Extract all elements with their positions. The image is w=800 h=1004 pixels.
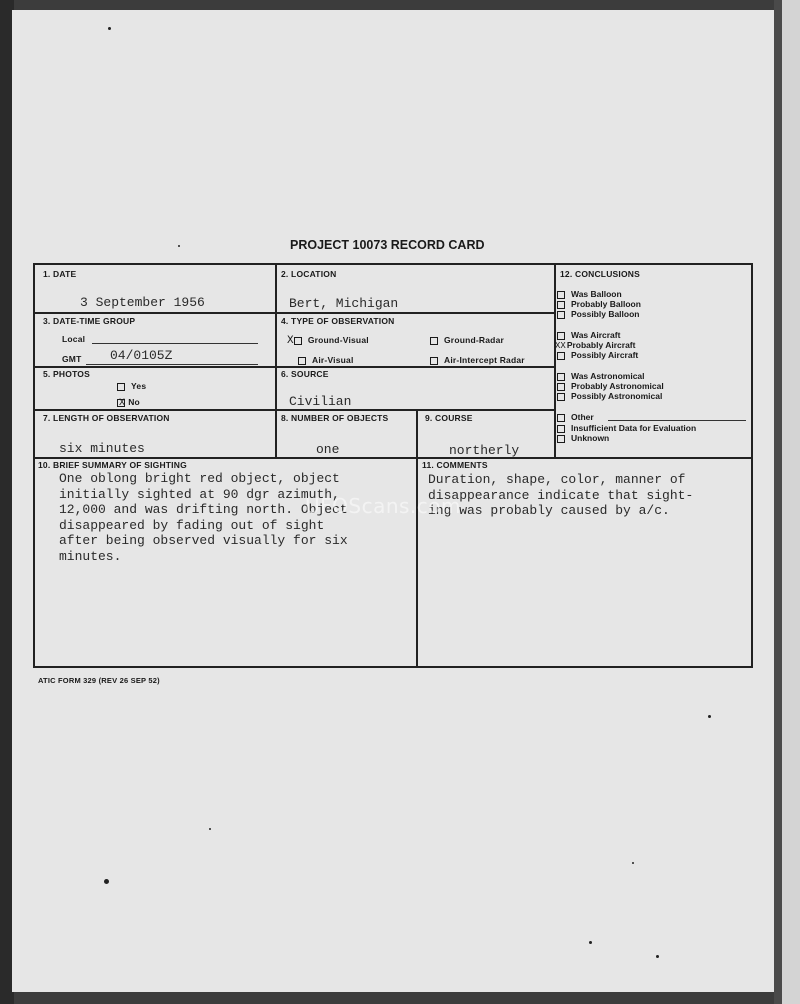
divider: [35, 457, 751, 459]
number-of-objects-label: 8. NUMBER OF OBJECTS: [281, 413, 389, 423]
photos-no-mark: X: [119, 398, 126, 409]
summary-line: 12,000 and was drifting north. Object: [59, 502, 348, 517]
conclusion-probably-astronomical: Probably Astronomical: [557, 381, 664, 391]
conclusions-label: 12. CONCLUSIONS: [560, 269, 640, 279]
conclusion-was-aircraft: Was Aircraft: [557, 330, 620, 340]
divider: [35, 312, 554, 314]
summary-line: One oblong bright red object, object: [59, 471, 340, 486]
photos-yes-checkbox: [117, 383, 125, 391]
divider: [554, 265, 556, 458]
form-id: ATIC FORM 329 (REV 26 SEP 52): [38, 676, 160, 685]
date-value: 3 September 1956: [80, 295, 205, 310]
comments-line: Duration, shape, color, manner of: [428, 472, 686, 487]
scan-speck: [108, 27, 111, 30]
comments-line: disappearance indicate that sight-: [428, 487, 694, 503]
summary-line: after being observed visually for six: [59, 533, 348, 548]
photos-label: 5. PHOTOS: [43, 369, 90, 379]
watermark-text: UFOScans.com: [305, 494, 461, 518]
conclusion-possibly-astronomical: Possibly Astronomical: [557, 391, 662, 401]
conclusion-unknown: Unknown: [557, 433, 609, 443]
comments-line: ing was probably caused by a/c.: [428, 503, 670, 518]
date-label: 1. DATE: [43, 269, 77, 279]
local-underline: [92, 343, 258, 344]
scan-speck: [589, 941, 592, 944]
ground-visual-checkbox: [294, 337, 302, 345]
conclusion-was-balloon: Was Balloon: [557, 289, 622, 299]
divider: [275, 265, 277, 458]
summary-line: disappeared by fading out of sight: [59, 517, 325, 533]
ground-radar-option: Ground-Radar: [430, 335, 504, 345]
gmt-label: GMT: [62, 354, 82, 364]
scan-speck: [209, 828, 211, 830]
source-label: 6. SOURCE: [281, 369, 329, 379]
other-underline: [608, 420, 746, 421]
scan-speck: [656, 955, 659, 958]
course-value: northerly: [449, 443, 520, 458]
conclusion-possibly-aircraft: Possibly Aircraft: [557, 350, 638, 360]
ground-radar-checkbox: [430, 337, 438, 345]
air-intercept-radar-option: Air-Intercept Radar: [430, 355, 525, 365]
divider: [35, 409, 554, 411]
course-label: 9. COURSE: [425, 413, 473, 423]
local-label: Local: [62, 334, 86, 344]
air-visual-option: Air-Visual: [298, 355, 354, 365]
gmt-underline: [86, 364, 258, 365]
ground-visual-option: X Ground-Visual: [287, 335, 369, 347]
comments-text: [428, 472, 693, 519]
type-of-observation-label: 4. TYPE OF OBSERVATION: [281, 316, 395, 326]
card-title: PROJECT 10073 RECORD CARD: [290, 238, 485, 252]
scan-edge-right: [782, 0, 800, 1004]
divider: [416, 409, 418, 666]
air-visual-checkbox: [298, 357, 306, 365]
ground-visual-mark: X: [287, 335, 294, 347]
summary-label: 10. BRIEF SUMMARY OF SIGHTING: [38, 460, 187, 470]
divider: [35, 366, 554, 368]
air-intercept-radar-checkbox: [430, 357, 438, 365]
scan-speck: [104, 879, 109, 884]
number-of-objects-value: one: [316, 442, 340, 457]
length-label: 7. LENGTH OF OBSERVATION: [43, 413, 170, 423]
scan-speck: [708, 715, 711, 718]
conclusion-probably-aircraft: XXProbably Aircraft: [555, 340, 636, 351]
conclusion-possibly-balloon: Possibly Balloon: [557, 309, 640, 319]
location-label: 2. LOCATION: [281, 269, 337, 279]
date-time-group-label: 3. DATE-TIME GROUP: [43, 316, 136, 326]
source-value: Civilian: [289, 394, 352, 409]
scan-speck: [178, 245, 180, 247]
conclusion-was-astronomical: Was Astronomical: [557, 371, 645, 381]
length-value: six minutes: [59, 441, 145, 456]
photos-yes-option: Yes: [117, 381, 146, 391]
probably-aircraft-mark: XX: [555, 341, 566, 351]
scan-speck: [632, 862, 634, 864]
conclusion-other: Other: [557, 412, 594, 422]
conclusion-insufficient-data: Insufficient Data for Evaluation: [557, 423, 696, 433]
photos-no-option: X No: [119, 397, 140, 409]
conclusion-probably-balloon: Probably Balloon: [557, 299, 641, 309]
comments-label: 11. COMMENTS: [422, 460, 488, 470]
summary-line: minutes.: [59, 548, 122, 564]
scan-edge-right-shadow: [774, 0, 782, 1004]
gmt-value: 04/0105Z: [110, 348, 173, 363]
location-value: Bert, Michigan: [289, 296, 399, 311]
summary-line: initially sighted at 90 dgr azimuth,: [59, 486, 340, 502]
